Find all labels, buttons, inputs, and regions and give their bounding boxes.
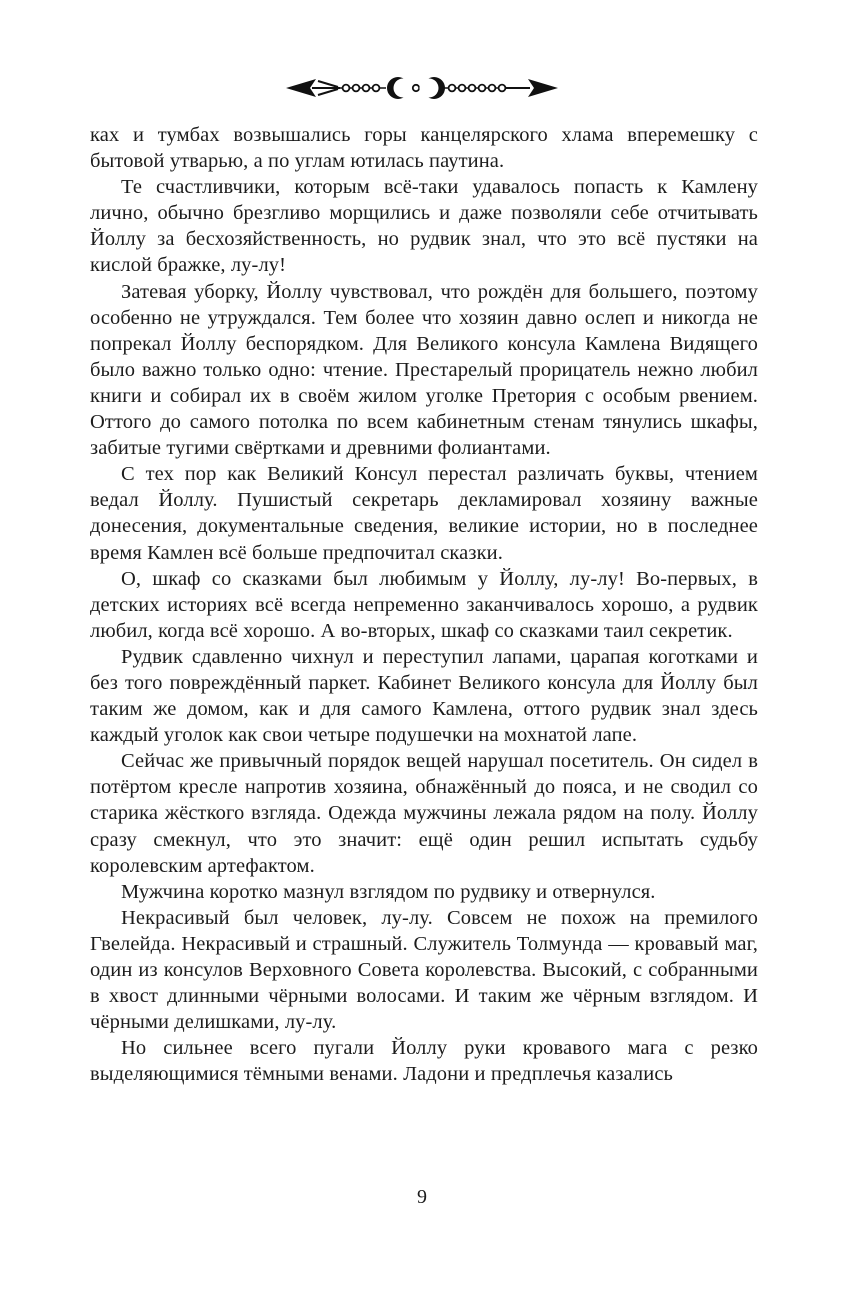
page-number: 9 — [417, 1186, 427, 1208]
paragraph: Затевая уборку, Йоллу чувствовал, что рождён для большего, поэтому особенно не утруждался. Тем более что хозяин давно ослеп и никогда не попрекал Йоллу беспорядком. Для Великого консула Камлена Видящего было важно только одно: чтение. Престарелый прорицатель нежно любил книги и собирал их в своём жилом уголке Претория с особым рвением. Оттого до самого потолка по всем кабинетным стенам тянулись шкафы, забитые тугими свёртками и древними фолиантами. — [90, 280, 758, 460]
paragraph: Те счастливчики, которым всё-таки удавалось попасть к Камлену лично, обычно брезгливо морщились и даже позволяли себе отчитывать Йоллу за бесхозяйственность, но рудвик знал, что это всё пустяки на кислой бражке, лу-лу! — [90, 176, 758, 277]
paragraph: ках и тумбах возвышались горы канцелярского хлама вперемешку с бытовой утварью, а по углам ютилась паутина. — [90, 124, 758, 173]
paragraph: Но сильнее всего пугали Йоллу руки кровавого мага с резко выделяющимися тёмными венами. Ладони и предплечья казались — [90, 1037, 758, 1086]
paragraph: Рудвик сдавленно чихнул и переступил лапами, царапая коготками и без того повреждённый паркет. Кабинет Великого консула для Йоллу был таким же домом, как и для самого Камлена, оттого рудвик знал здесь каждый уголок как свои четыре подушечки на мохнатой лапе. — [90, 645, 758, 747]
paragraph: Сейчас же привычный порядок вещей нарушал посетитель. Он сидел в потёртом кресле напротив хозяина, обнажённый до пояса, и не сводил со старика жёсткого взгляда. Одежда мужчины лежала рядом на полу. Йоллу сразу смекнул, что это значит: ещё один решил испытать судьбу королевским артефактом. — [90, 750, 758, 877]
paragraph: Мужчина коротко мазнул взглядом по рудвику и отвернулся. — [121, 880, 656, 903]
page-text — [90, 122, 758, 1087]
chapter-divider — [0, 0, 844, 122]
paragraph: Некрасивый был человек, лу-лу. Совсем не похож на премилого Гвелейда. Некрасивый и страшный. Служитель Толмунда — кровавый маг, один из консулов Верховного Совета королевства. Высокий, с собранными в хвост длинными чёрными волосами. И таким же чёрным взглядом. И чёрными делишками, лу-лу. — [90, 906, 758, 1034]
paragraph: О, шкаф со сказками был любимым у Йоллу, лу-лу! Во-первых, в детских историях всё всегда непременно заканчивалось хорошо, а рудвик любил, когда всё хорошо. А во-вторых, шкаф со сказками таил секретик. — [90, 567, 758, 642]
paragraph: С тех пор как Великий Консул перестал различать буквы, чтением ведал Йоллу. Пушистый секретарь декламировал хозяину важные донесения, документальные сведения, великие истории, но в последнее время Камлен всё больше предпочитал сказки. — [90, 463, 758, 564]
feather-arrows-and-moons-divider-icon — [282, 72, 562, 104]
